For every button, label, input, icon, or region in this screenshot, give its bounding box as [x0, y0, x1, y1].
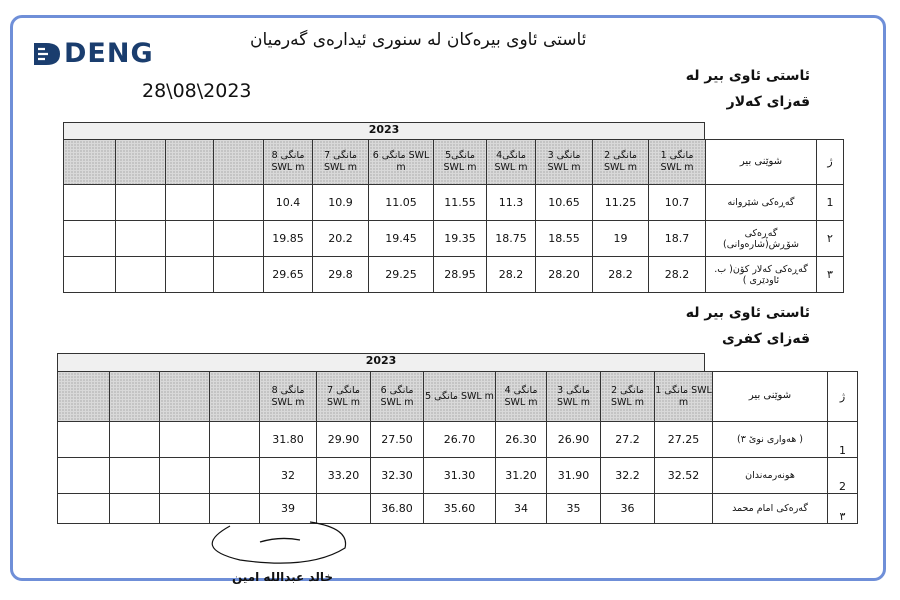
month-col-1: مانگی 1 SWL m	[655, 372, 713, 422]
cell-m10	[160, 458, 210, 494]
cell-m7: 33.20	[317, 458, 371, 494]
cell-m4: 28.2	[487, 257, 536, 293]
cell-m4: 11.3	[487, 185, 536, 221]
cell-m8: 29.65	[264, 257, 313, 293]
month-col-7: مانگی 7 SWL m	[313, 140, 369, 185]
cell-m12	[64, 185, 116, 221]
cell-m10	[160, 422, 210, 458]
month-col-8: مانگی 8 SWL m	[260, 372, 317, 422]
cell-m9	[210, 458, 260, 494]
cell-m7: 10.9	[313, 185, 369, 221]
month-col-6: مانگی 6 SWL m	[369, 140, 434, 185]
cell-m8: 19.85	[264, 221, 313, 257]
cell-m3: 28.20	[536, 257, 593, 293]
section-title-line1: ئاستی ئاوی بیر لە	[685, 305, 810, 321]
month-col-3: مانگی 3 SWL m	[536, 140, 593, 185]
cell-m3: 31.90	[547, 458, 601, 494]
cell-m1: 32.52	[655, 458, 713, 494]
month-col-1: مانگی 1 SWL m	[649, 140, 706, 185]
month-col-4: مانگی4 SWL m	[487, 140, 536, 185]
signature	[200, 518, 350, 566]
cell-m5: 11.55	[434, 185, 487, 221]
cell-m12	[64, 221, 116, 257]
table-row	[58, 494, 858, 524]
cell-m6: 19.45	[369, 221, 434, 257]
cell-m6: 36.80	[371, 494, 424, 524]
cell-m9	[214, 185, 264, 221]
location-col-header: شوێنی بیر	[706, 140, 817, 185]
cell-m9	[214, 221, 264, 257]
table-header-row	[58, 372, 858, 422]
water-level-table-kalar	[63, 139, 844, 293]
cell-m11	[110, 494, 160, 524]
table-row	[58, 422, 858, 458]
table-row	[58, 458, 858, 494]
cell-location: گەڕەکی کەلار کۆن( ب. ئاودێری )	[706, 257, 817, 293]
cell-m9	[214, 257, 264, 293]
cell-m12	[64, 257, 116, 293]
cell-index: ٢	[817, 221, 844, 257]
cell-m4: 18.75	[487, 221, 536, 257]
cell-m2: 28.2	[593, 257, 649, 293]
month-col-7: مانگی 7 SWL m	[317, 372, 371, 422]
month-col-11	[116, 140, 166, 185]
cell-m6: 11.05	[369, 185, 434, 221]
cell-m4: 26.30	[496, 422, 547, 458]
cell-m1: 10.7	[649, 185, 706, 221]
cell-m2: 36	[601, 494, 655, 524]
cell-index: ٣	[828, 494, 858, 524]
section-title-kalar	[680, 68, 810, 110]
cell-m5: 35.60	[424, 494, 496, 524]
month-col-9	[210, 372, 260, 422]
cell-m7: 20.2	[313, 221, 369, 257]
month-col-4: مانگی 4 SWL m	[496, 372, 547, 422]
report-date: 28\08\2023	[142, 80, 252, 102]
cell-m8: 32	[260, 458, 317, 494]
month-col-12	[58, 372, 110, 422]
cell-m7: 29.8	[313, 257, 369, 293]
cell-m4: 31.20	[496, 458, 547, 494]
year-header: 2023	[63, 122, 705, 140]
cell-m10	[166, 257, 214, 293]
cell-m6: 29.25	[369, 257, 434, 293]
cell-location: گەڕەکی شۆڕش(شارەوانی)	[706, 221, 817, 257]
cell-index: ٣	[817, 257, 844, 293]
cell-location: گەڕەکی شێروانە	[706, 185, 817, 221]
deng-logo	[32, 38, 154, 69]
cell-m3: 26.90	[547, 422, 601, 458]
cell-location: هونەرمەندان	[713, 458, 828, 494]
logo-text: DENG	[64, 38, 154, 69]
cell-m12	[58, 458, 110, 494]
cell-m6: 32.30	[371, 458, 424, 494]
cell-location: گەرەکی امام محمد	[713, 494, 828, 524]
cell-m7: 29.90	[317, 422, 371, 458]
cell-index: 1	[828, 422, 858, 458]
cell-m4: 34	[496, 494, 547, 524]
cell-m11	[110, 458, 160, 494]
year-header: 2023	[57, 353, 705, 371]
cell-m11	[116, 257, 166, 293]
month-col-11	[110, 372, 160, 422]
section-title-line1: ئاستی ئاوی بیر لە	[685, 68, 810, 84]
month-col-5: مانگی 5 SWL m	[424, 372, 496, 422]
cell-m3: 18.55	[536, 221, 593, 257]
cell-m1	[655, 494, 713, 524]
table-row	[64, 185, 844, 221]
deng-logo-icon	[32, 39, 62, 69]
water-level-table-kifri	[57, 371, 858, 524]
month-col-8: مانگی 8 SWL m	[264, 140, 313, 185]
cell-m5: 31.30	[424, 458, 496, 494]
month-col-12	[64, 140, 116, 185]
month-col-10	[160, 372, 210, 422]
cell-m5: 26.70	[424, 422, 496, 458]
cell-index: 2	[828, 458, 858, 494]
cell-m5: 19.35	[434, 221, 487, 257]
cell-m11	[116, 221, 166, 257]
section-title-line2: قەزای کفری	[722, 331, 810, 347]
cell-m2: 32.2	[601, 458, 655, 494]
cell-m12	[58, 494, 110, 524]
cell-m1: 18.7	[649, 221, 706, 257]
cell-m6: 27.50	[371, 422, 424, 458]
cell-m1: 27.25	[655, 422, 713, 458]
section-title-kifri	[680, 305, 810, 347]
cell-index: 1	[817, 185, 844, 221]
table-row	[64, 257, 844, 293]
month-col-3: مانگی 3 SWL m	[547, 372, 601, 422]
month-col-5: مانگی5 SWL m	[434, 140, 487, 185]
month-col-9	[214, 140, 264, 185]
cell-m2: 11.25	[593, 185, 649, 221]
cell-m10	[166, 185, 214, 221]
cell-m9	[210, 422, 260, 458]
cell-m2: 19	[593, 221, 649, 257]
cell-m8: 31.80	[260, 422, 317, 458]
cell-m8: 39	[260, 494, 317, 524]
month-col-6: مانگی 6 SWL m	[371, 372, 424, 422]
cell-location: ( هەواری نوێ ٣)	[713, 422, 828, 458]
month-col-10	[166, 140, 214, 185]
table-header-row	[64, 140, 844, 185]
index-col-header: ژ	[817, 140, 844, 185]
cell-m5: 28.95	[434, 257, 487, 293]
cell-m3: 10.65	[536, 185, 593, 221]
index-col-header: ژ	[828, 372, 858, 422]
cell-m11	[116, 185, 166, 221]
table-row	[64, 221, 844, 257]
cell-m8: 10.4	[264, 185, 313, 221]
cell-m3: 35	[547, 494, 601, 524]
month-col-2: مانگی 2 SWL m	[593, 140, 649, 185]
cell-m10	[166, 221, 214, 257]
cell-m2: 27.2	[601, 422, 655, 458]
cell-m1: 28.2	[649, 257, 706, 293]
signer-name: خالد عبدالله امین	[232, 570, 334, 584]
month-col-2: مانگی 2 SWL m	[601, 372, 655, 422]
section-title-line2: قەزای کەلار	[726, 94, 810, 110]
location-col-header: شوێنی بیر	[713, 372, 828, 422]
page-title: ئاستی ئاوی بیرەکان لە سنوری ئیدارەی گەرمیان	[250, 30, 587, 50]
cell-m11	[110, 422, 160, 458]
cell-m12	[58, 422, 110, 458]
